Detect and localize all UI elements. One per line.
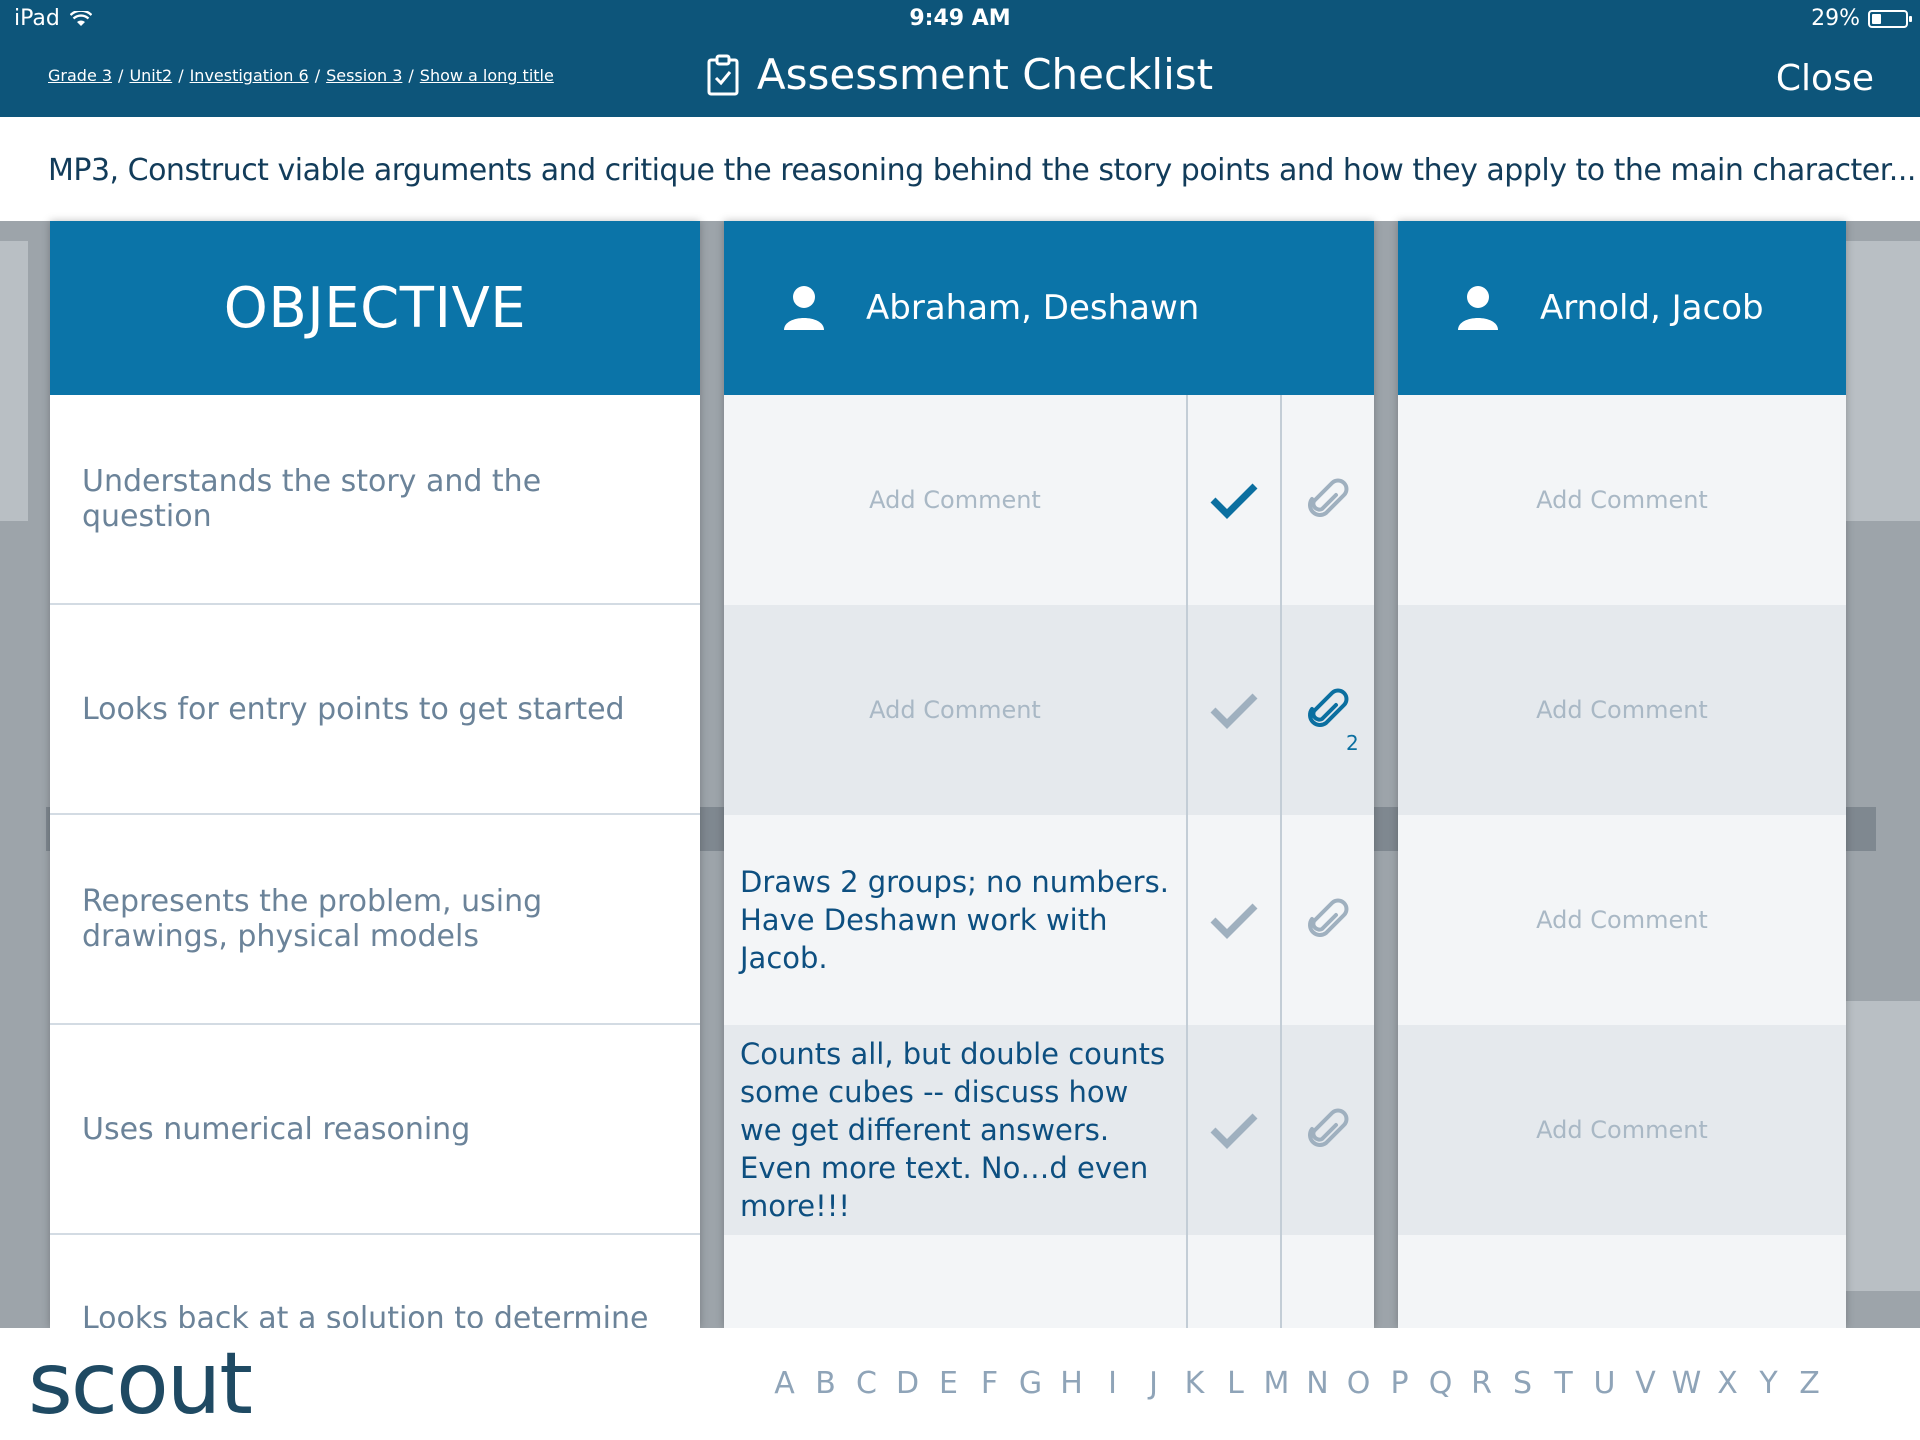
alphabet-letter[interactable]: C [856,1366,877,1401]
student-card-abraham [724,221,1374,1328]
battery-percent: 29% [1811,6,1860,31]
student-row [1398,815,1846,1025]
attachment-count: 2 [1346,731,1359,755]
breadcrumb-link[interactable]: Investigation 6 [189,66,309,85]
alphabet-letter[interactable]: H [1060,1366,1083,1401]
alphabet-letter[interactable]: E [939,1366,958,1401]
checkmark-toggle[interactable] [1186,395,1280,605]
close-button[interactable]: Close [1775,58,1874,99]
breadcrumb-separator: / [408,66,414,85]
student-row [1398,1235,1846,1328]
checkmark-icon [1209,900,1259,940]
checkmark-toggle[interactable] [1186,1025,1280,1235]
paperclip-icon [1306,687,1350,733]
alphabet-letter[interactable]: K [1184,1366,1205,1401]
add-comment-field[interactable]: Add Comment [1536,1116,1708,1144]
attachment-button[interactable] [1280,395,1374,605]
alphabet-letter[interactable]: U [1593,1366,1616,1401]
alphabet-letter[interactable]: P [1390,1366,1409,1401]
student-header [1398,221,1846,395]
page-title: Assessment Checklist [756,50,1214,99]
comment-text[interactable]: Counts all, but double counts some cubes -- discuss how we get different answers. Even more text. No…d even more!!! [740,1037,1166,1223]
user-icon [1456,284,1500,332]
breadcrumb-separator: / [314,66,321,85]
student-name: Abraham, Deshawn [866,288,1200,328]
alphabet-letter[interactable]: X [1717,1366,1738,1401]
comment-text[interactable]: Draws 2 groups; no numbers. Have Deshawn work with Jacob. [740,865,1169,975]
standard-text: MP3, Construct viable arguments and critique the reasoning behind the story points and how they apply to the main character... [48,153,1916,188]
alphabet-letter[interactable]: V [1635,1366,1656,1401]
objective-row: Understands the story and the question [50,395,700,605]
app-header [0,36,1920,117]
student-row [1398,605,1846,815]
student-header [724,221,1374,395]
alphabet-letter[interactable]: D [895,1366,920,1401]
checkmark-toggle[interactable] [1186,815,1280,1025]
paperclip-icon [1306,477,1350,523]
alphabet-letter[interactable]: J [1149,1366,1158,1401]
student-row [724,1025,1374,1235]
objective-row: Represents the problem, using drawings, physical models [50,815,700,1025]
breadcrumb-link[interactable]: Grade 3 [48,66,113,85]
objective-card [50,221,700,1328]
objective-row: Looks for entry points to get started [50,605,700,815]
student-row [1398,1025,1846,1235]
objective-row: Looks back at a solution to determine [50,1235,700,1328]
alphabet-letter[interactable]: Z [1799,1366,1820,1401]
alphabet-letter[interactable]: O [1346,1366,1371,1401]
clock: 9:49 AM [909,6,1011,31]
student-row [724,395,1374,605]
alphabet-letter[interactable]: G [1018,1366,1043,1401]
standard-bar [0,117,1920,221]
attachment-button[interactable] [1280,605,1374,815]
attachment-button[interactable] [1280,1025,1374,1235]
objective-header: OBJECTIVE [50,221,700,395]
checkmark-icon [1209,690,1259,730]
breadcrumb-separator: / [178,66,184,85]
status-bar [0,0,1920,36]
student-name: Arnold, Jacob [1540,288,1764,328]
logo-text: scout [28,1334,251,1434]
footer [0,1328,1920,1440]
alphabet-letter[interactable]: S [1512,1366,1533,1401]
scout-logo [28,1334,251,1434]
clipboard-check-icon [707,54,739,96]
objective-row: Uses numerical reasoning [50,1025,700,1235]
user-icon [782,284,826,332]
student-row [1398,395,1846,605]
add-comment-field[interactable]: Add Comment [1536,486,1708,514]
attachment-button[interactable] [1280,815,1374,1025]
student-card-arnold [1398,221,1846,1328]
alphabet-letter[interactable]: W [1671,1366,1702,1401]
checkmark-icon [1209,1110,1259,1150]
objective-list [50,395,700,1328]
alphabet-letter[interactable]: B [815,1366,836,1401]
alphabet-letter[interactable]: A [774,1366,795,1401]
add-comment-field[interactable]: Add Comment [869,696,1041,724]
breadcrumb-link[interactable]: Unit2 [129,66,173,85]
checkmark-toggle[interactable] [1186,605,1280,815]
alphabet-letter[interactable]: T [1554,1366,1573,1401]
alphabet-letter[interactable]: Q [1428,1366,1453,1401]
device-label: iPad [14,6,60,31]
alphabet-letter[interactable]: Y [1759,1366,1778,1401]
student-row [724,605,1374,815]
alphabet-letter[interactable]: L [1227,1366,1244,1401]
alphabet-letter[interactable]: F [980,1366,999,1401]
alphabet-letter[interactable]: N [1306,1366,1329,1401]
alphabet-letter[interactable]: I [1108,1366,1117,1401]
battery-icon [1868,10,1908,28]
breadcrumb-separator: / [118,66,124,85]
empty-comment-cell[interactable] [724,1235,1186,1328]
add-comment-field[interactable]: Add Comment [869,486,1041,514]
paperclip-icon [1306,897,1350,943]
alphabet-index [764,1366,1830,1401]
alphabet-letter[interactable]: M [1263,1366,1290,1401]
attachment-button[interactable] [1280,1235,1374,1328]
add-comment-field[interactable]: Add Comment [1536,696,1708,724]
student-row [724,1235,1374,1328]
alphabet-letter[interactable]: R [1471,1366,1492,1401]
student-row [724,815,1374,1025]
breadcrumb-link[interactable]: Show a long title [419,66,554,85]
paperclip-icon [1306,1107,1350,1153]
breadcrumb-link[interactable]: Session 3 [326,66,403,85]
add-comment-field[interactable]: Add Comment [1536,906,1708,934]
checkmark-toggle[interactable] [1186,1235,1280,1328]
checkmark-icon [1209,480,1259,520]
